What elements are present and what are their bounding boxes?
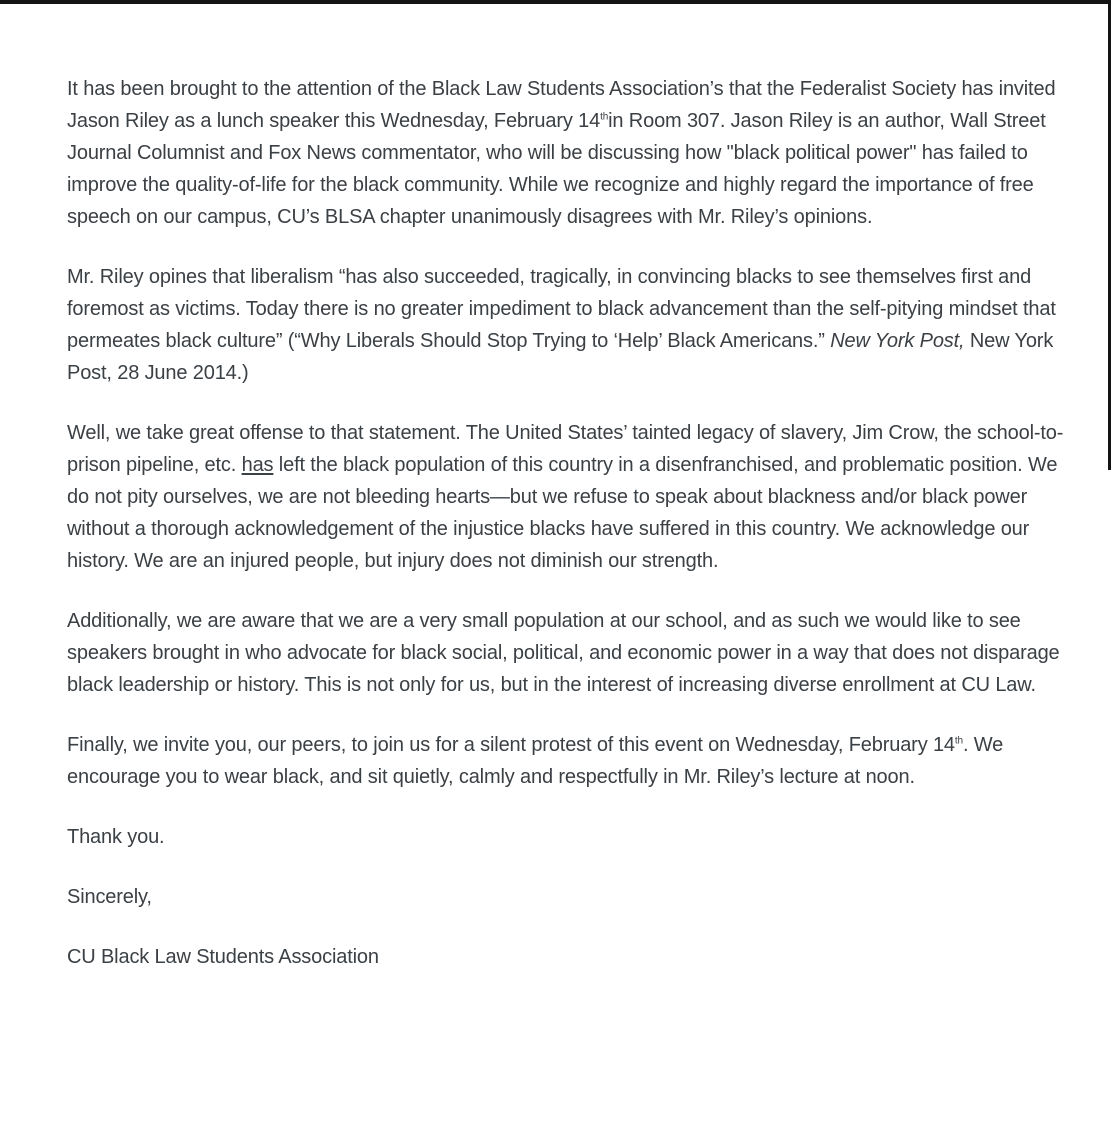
text-run: Well, we take great offense to that statement. The United States’ tainted legacy of slavery, Jim Crow, the school-to-prison pipeline, etc. bbox=[67, 422, 1064, 476]
ordinal-superscript-th: th bbox=[954, 735, 963, 747]
italic-citation-text: New York Post, bbox=[830, 330, 965, 352]
text-run: Additionally, we are aware that we are a very small population at our school, and as such we would like to see speakers brought in who advocate for black social, political, and economic power in a way that does not disparage black leadership or history. This is not only for us, but in the interest of increasing diverse enrollment at CU Law. bbox=[67, 610, 1060, 696]
text-run: New York Post, 28 June 2014.) bbox=[67, 330, 1054, 384]
text-run: Finally, we invite you, our peers, to join us for a silent protest of this event on Wednesday, February 14 bbox=[67, 734, 955, 756]
paragraph-announcement bbox=[67, 73, 1079, 233]
closing-signature: CU Black Law Students Association bbox=[67, 946, 379, 968]
text-run: left the black population of this country in a disenfranchised, and problematic position. We do not pity ourselves, we are not bleeding hearts—but we refuse to speak about blackness and/or black power without a thorough acknowledgement of the injustice blacks have suffered in this country. We acknowledge our history. We are an injured people, but injury does not diminish our strength. bbox=[67, 454, 1058, 572]
paragraph-protest-invitation bbox=[67, 729, 1079, 793]
text-run: Mr. Riley opines that liberalism “has also succeeded, tragically, in convincing blacks to see themselves first and foremost as victims. Today there is no greater impediment to black advancement than the self-pitying mindset that permeates black culture” (“Why Liberals Should Stop Trying to ‘Help’ Black Americans.” bbox=[67, 266, 1056, 352]
scan-top-border-line bbox=[0, 0, 1111, 4]
text-run: It has been brought to the attention of the Black Law Students Association’s that the Federalist Society has invited Jason Riley as a lunch speaker this Wednesday, February 14 bbox=[67, 78, 1056, 132]
closing-sincerely: Sincerely, bbox=[67, 886, 152, 908]
text-run: in Room 307. Jason Riley is an author, Wall Street Journal Columnist and Fox News commentator, who will be discussing how "black political power" has failed to improve the quality-of-life for the black community. While we recognize and highly regard the importance of free speech on our campus, CU’s BLSA chapter unanimously disagrees with Mr. Riley’s opinions. bbox=[67, 110, 1046, 228]
paragraph-response bbox=[67, 417, 1079, 577]
closing-thank-you: Thank you. bbox=[67, 826, 165, 848]
ordinal-superscript-th: th bbox=[600, 111, 609, 123]
paragraph-speaker-request bbox=[67, 605, 1079, 701]
paragraph-riley-quote bbox=[67, 261, 1079, 389]
underlined-word-has: has bbox=[241, 454, 274, 476]
letter-body bbox=[67, 73, 1079, 1001]
text-run: . We encourage you to wear black, and sit quietly, calmly and respectfully in Mr. Riley’s lecture at noon. bbox=[67, 734, 1004, 788]
